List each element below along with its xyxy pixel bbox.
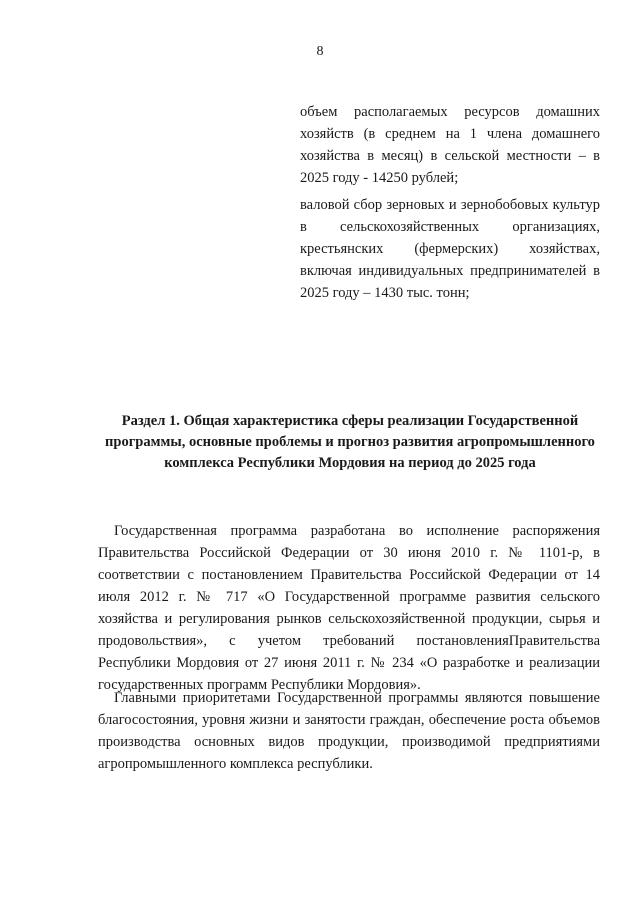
- indicator-household-resources: [300, 101, 600, 189]
- indicator-text: валовой сбор зерновых и зернобобовых культур в сельскохозяйственных организациях, крестьянских (фермерских) хозяйствах, включая индивидуальных предпринимателей в 2025 году – 1430 тыс. тонн;: [300, 197, 600, 301]
- page-number: 8: [316, 44, 324, 59]
- section-heading: Раздел 1. Общая характеристика сферы реализации Государственной программы, основные проблемы и прогноз развития агропромышленного комплекса Республики Мордовия на период до 2025 года: [105, 413, 595, 471]
- body-paragraph-priorities: Главными приоритетами Государственной программы являются повышение благосостояния, уровня жизни и занятости граждан, обеспечение роста объемов производства основных видов продукции, производимой предприятиями агропромышленного комплекса республики.: [98, 690, 600, 772]
- body-paragraph-legal-basis: Государственная программа разработана во исполнение распоряжения Правительства Российской Федерации от 30 июня 2010 г. № 1101-р, в соответствии с постановлением Правительства Российской Федерации от 14 июля 2012 г. № 717 «О Государственной программе развития сельского хозяйства и регулирования рынков сельскохозяйственной продукции, сырья и продовольствия», с учетом требований постановленияПравительства Республики Мордовия от 27 июня 2011 г. № 234 «О разработке и реализации государственных программ Республики Мордовия».: [98, 523, 600, 693]
- indicator-text: объем располагаемых ресурсов домашних хозяйств (в среднем на 1 члена домашнего хозяйства в месяц) в сельской местности – в 2025 году - 14250 рублей;: [300, 104, 600, 186]
- indicator-grain-harvest: [300, 194, 600, 304]
